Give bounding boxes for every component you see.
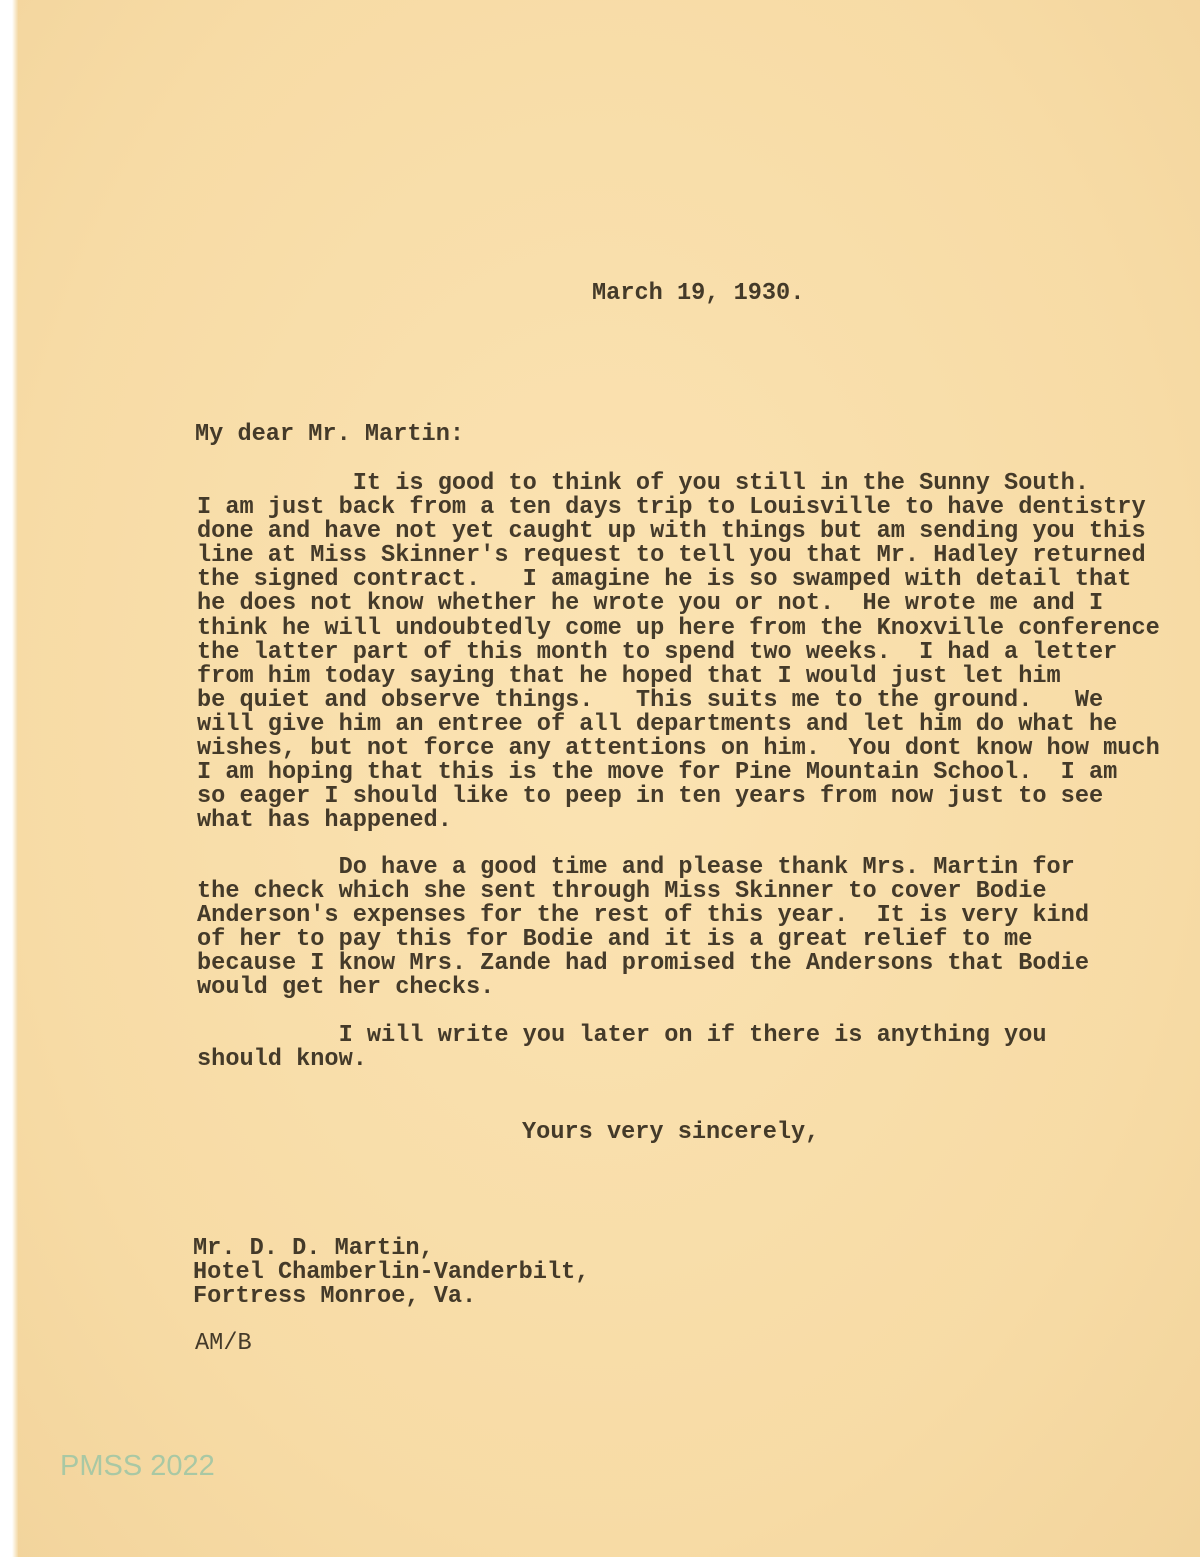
text-line: so eager I should like to peep in ten years from now just to see	[197, 783, 1104, 811]
paper-edge	[0, 0, 18, 1557]
salutation: My dear Mr. Martin:	[195, 421, 465, 448]
text-line: because I know Mrs. Zande had promised the Andersons that Bodie	[197, 950, 1089, 978]
text-line: he does not know whether he wrote you or not. He wrote me and I	[197, 590, 1104, 618]
text-line: should know.	[197, 1046, 367, 1074]
text-line: Do have a good time and please thank Mrs. Martin for	[197, 854, 1075, 881]
paragraph-2	[197, 856, 1089, 1001]
recipient-address	[193, 1237, 589, 1309]
text-line: wishes, but not force any attentions on him. You dont know how much	[197, 735, 1160, 763]
typist-initials: AM/B	[195, 1330, 252, 1357]
closing: Yours very sincerely,	[522, 1119, 820, 1146]
text-line: would get her checks.	[197, 974, 495, 1002]
text-line: I am just back from a ten days trip to Louisville to have dentistry	[197, 494, 1146, 522]
text-line: Fortress Monroe, Va.	[193, 1283, 477, 1311]
text-line: think he will undoubtedly come up here from the Knoxville conference	[197, 614, 1160, 642]
text-line: Mr. D. D. Martin,	[193, 1235, 434, 1262]
text-line: I will write you later on if there is anything you	[197, 1022, 1047, 1049]
text-line: from him today saying that he hoped that I would just let him	[197, 662, 1061, 690]
text-line: It is good to think of you still in the Sunny South.	[197, 470, 1089, 497]
text-line: the signed contract. I amagine he is so swamped with detail that	[197, 566, 1132, 594]
text-line: line at Miss Skinner's request to tell you that Mr. Hadley returned	[197, 542, 1146, 570]
text-line: of her to pay this for Bodie and it is a great relief to me	[197, 926, 1033, 954]
text-line: the latter part of this month to spend two weeks. I had a letter	[197, 638, 1118, 666]
text-line: Anderson's expenses for the rest of this year. It is very kind	[197, 902, 1089, 930]
text-line: the check which she sent through Miss Skinner to cover Bodie	[197, 878, 1047, 906]
text-line: I am hoping that this is the move for Pine Mountain School. I am	[197, 759, 1118, 787]
letter-date: March 19, 1930.	[592, 280, 805, 307]
watermark: PMSS 2022	[60, 1450, 215, 1482]
text-line: will give him an entree of all departments and let him do what he	[197, 710, 1118, 738]
text-line: be quiet and observe things. This suits me to the ground. We	[197, 686, 1104, 714]
paragraph-1	[197, 472, 1160, 833]
text-line: what has happened.	[197, 807, 452, 835]
text-line: done and have not yet caught up with things but am sending you this	[197, 518, 1146, 546]
text-line: Hotel Chamberlin-Vanderbilt,	[193, 1259, 590, 1287]
paragraph-3	[197, 1024, 1047, 1072]
